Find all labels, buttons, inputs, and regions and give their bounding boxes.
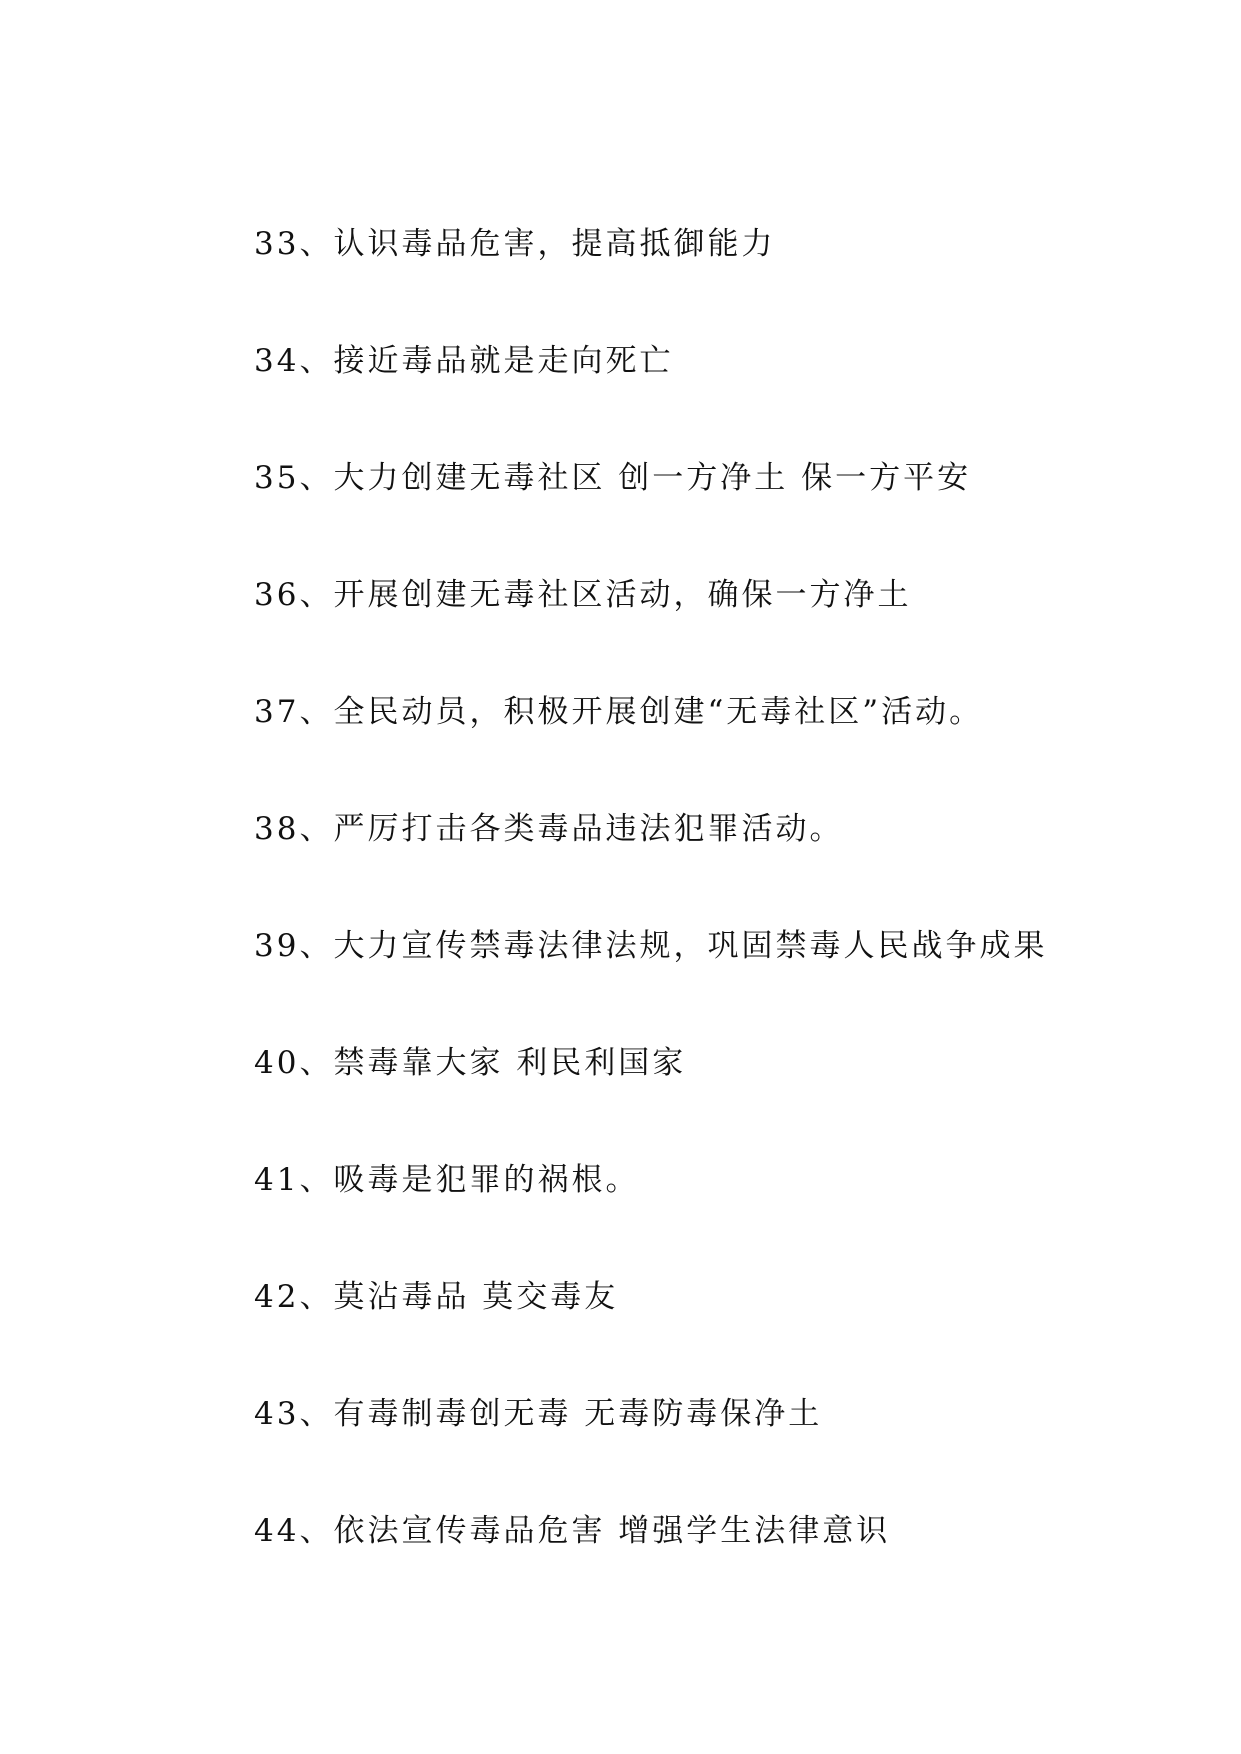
list-item: 42、莫沾毒品 莫交毒友 [254,1279,619,1315]
list-item: 43、有毒制毒创无毒 无毒防毒保净土 [254,1396,823,1432]
list-item: 39、大力宣传禁毒法律法规，巩固禁毒人民战争成果 [254,928,1048,964]
list-item: 34、接近毒品就是走向死亡 [254,343,674,379]
list-item: 36、开展创建无毒社区活动，确保一方净土 [254,577,912,613]
slogan-list [254,218,1047,1622]
list-item: 35、大力创建无毒社区 创一方净土 保一方平安 [254,460,972,496]
list-item: 44、依法宣传毒品危害 增强学生法律意识 [254,1513,891,1549]
list-item: 41、吸毒是犯罪的祸根。 [254,1162,640,1198]
list-item: 37、全民动员，积极开展创建“无毒社区”活动。 [254,694,984,730]
list-item: 33、认识毒品危害，提高抵御能力 [254,226,776,262]
list-item: 38、严厉打击各类毒品违法犯罪活动。 [254,811,844,847]
list-item: 40、禁毒靠大家 利民利国家 [254,1045,687,1081]
